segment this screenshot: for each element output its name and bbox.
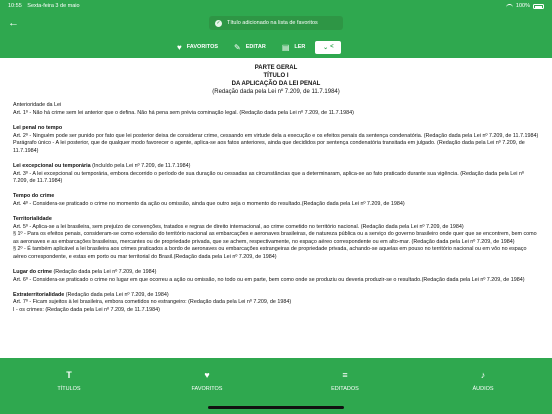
favorites-button[interactable] <box>177 43 218 52</box>
section-heading: Lugar do crime (Redação dada pela Lei nº 7.209, de 1984) <box>13 269 157 276</box>
section-heading: Lei excepcional ou temporária (Incluído pela Lei nº 7.209, de 11.7.1984) <box>13 163 191 170</box>
read-aloud-icon: ▤ <box>281 42 290 52</box>
article-text: Art. 7º - Ficam sujeitos à lei brasileira, embora cometidos no estrangeiro: (Redação dada pela Lei nº 7.209, de 1984) <box>13 299 292 306</box>
top-toolbar <box>0 12 552 58</box>
article-text: Art. 5º - Aplica-se a lei brasileira, sem prejuízo de convenções, tratados e regras de direito internacional, ao crime cometido no território nacional. (Redação dada pela Lei nº 7.209, de 1984) <box>13 223 464 230</box>
law-text <box>13 64 539 356</box>
section-heading: Tempo do crime <box>13 193 55 200</box>
action-bar <box>177 40 341 54</box>
status-time: 10:55 <box>8 3 22 9</box>
title-heading: TÍTULO I <box>263 73 289 80</box>
article-text: Art. 1º - Não há crime sem lei anterior que o defina. Não há pena sem prévia cominação legal. (Redação dada pela Lei nº 7.209, de 11.7.1984) <box>13 109 354 116</box>
tab-titulos[interactable] <box>0 358 138 414</box>
battery-percent: 100% <box>515 3 530 9</box>
tab-label: FAVORITOS <box>191 386 223 392</box>
edit-label: EDITAR <box>245 44 266 50</box>
read-label: LER <box>294 44 306 50</box>
music-note-icon: ♪ <box>480 370 486 380</box>
section-heading: Lei penal no tempo <box>13 125 63 132</box>
heart-icon: ♥ <box>204 370 210 380</box>
read-button[interactable] <box>282 43 306 52</box>
article-text: Art. 2º - Ninguém pode ser punido por fato que lei posterior deixa de considerar crime, cessando em virtude dela a execução e os efeitos penais da sentença condenatória. (Redação dada pela Lei nº 7.209, de 11.7.1984) <box>13 132 539 139</box>
edit-button[interactable] <box>234 43 266 52</box>
pencil-icon: ✎ <box>234 42 241 52</box>
home-indicator[interactable] <box>208 406 344 409</box>
section-heading: Extraterritorialidade (Redação dada pela Lei nº 7.209, de 1984) <box>13 291 169 298</box>
article-text: Art. 3º - A lei excepcional ou temporária, embora decorrido o período de sua duração ou cessadas as circunstâncias que a determinaram, aplica-se ao fato praticado durante sua vigência. (Redação dada pela Lei nº 7.209, de 11.7.1984) <box>13 170 524 184</box>
part-heading: PARTE GERAL <box>254 65 298 71</box>
share-icon: < <box>330 44 334 50</box>
tab-label: ÁUDIOS <box>472 386 494 392</box>
title-subtitle: DA APLICAÇÃO DA LEI PENAL <box>231 81 321 88</box>
heart-icon: ♥ <box>177 42 182 52</box>
toast-notification <box>209 16 343 30</box>
article-text: § 1º - Para os efeitos penais, consideram-se como extensão do território nacional as embarcações e aeronaves brasileiras, de natureza pública ou a serviço do governo brasileiro onde quer que se encontrem, bem como as aeronaves e as embarcações brasileiras, mercantes ou de propriedade privada, que se achem, respectivamente, no espaço aéreo correspondente ou em alto-mar. (Redação dada pela Lei nº 7.209, de 1984) <box>13 231 537 245</box>
header-note: (Redação dada pela Lei nº 7.209, de 11.7.1984) <box>212 89 340 96</box>
toast-message: Título adicionado na lista de favoritos <box>227 20 318 26</box>
article-text: I - os crimes: (Redação dada pela Lei nº 7.209, de 11.7.1984) <box>13 306 160 313</box>
status-date: Sexta-feira 3 de maio <box>27 3 80 9</box>
check-icon: ✓ <box>216 19 221 26</box>
wifi-icon <box>506 4 513 9</box>
titles-icon: T <box>66 370 72 380</box>
favorites-label: FAVORITOS <box>186 44 219 50</box>
status-bar <box>0 0 552 12</box>
chevron-down-icon: ⌄ <box>323 44 329 51</box>
section-heading: Anterioridade da Lei <box>13 102 62 109</box>
article-text: Parágrafo único - A lei posterior, que de qualquer modo favorecer o agente, aplica-se aos fatos anteriores, ainda que decididos por sentença condenatória transitada em julgado. (Redação dada pela Lei nº 7.209, de 11.7.1984) <box>13 140 525 154</box>
share-button[interactable] <box>315 41 341 54</box>
article-text: Art. 4º - Considera-se praticado o crime no momento da ação ou omissão, ainda que outro seja o momento do resultado.(Redação dada pela Lei nº 7.209, de 1984) <box>13 200 405 207</box>
section-heading: Territorialidade <box>13 216 52 223</box>
list-icon: ≡ <box>342 370 348 380</box>
tab-audios[interactable] <box>414 358 552 414</box>
back-arrow-icon[interactable]: ← <box>8 17 19 29</box>
battery-icon <box>533 4 544 9</box>
article-text: § 2º - É também aplicável a lei brasileira aos crimes praticados a bordo de aeronaves ou embarcações estrangeiras de propriedade privada, achando-se aquelas em pouso no território nacional ou em vôo no espaço aéreo correspondente, e estas em porto ou mar territorial do Brasil.(Redação dada pela Lei nº 7.209, de 1984) <box>13 246 527 260</box>
tab-label: TÍTULOS <box>57 386 81 392</box>
tab-label: EDITADOS <box>331 386 359 392</box>
document-header <box>13 64 539 96</box>
article-text: Art. 6º - Considera-se praticado o crime no lugar em que ocorreu a ação ou omissão, no todo ou em parte, bem como onde se produziu ou deveria produzir-se o resultado.(Redação dada pela Lei nº 7.209, de 1984) <box>13 276 525 283</box>
